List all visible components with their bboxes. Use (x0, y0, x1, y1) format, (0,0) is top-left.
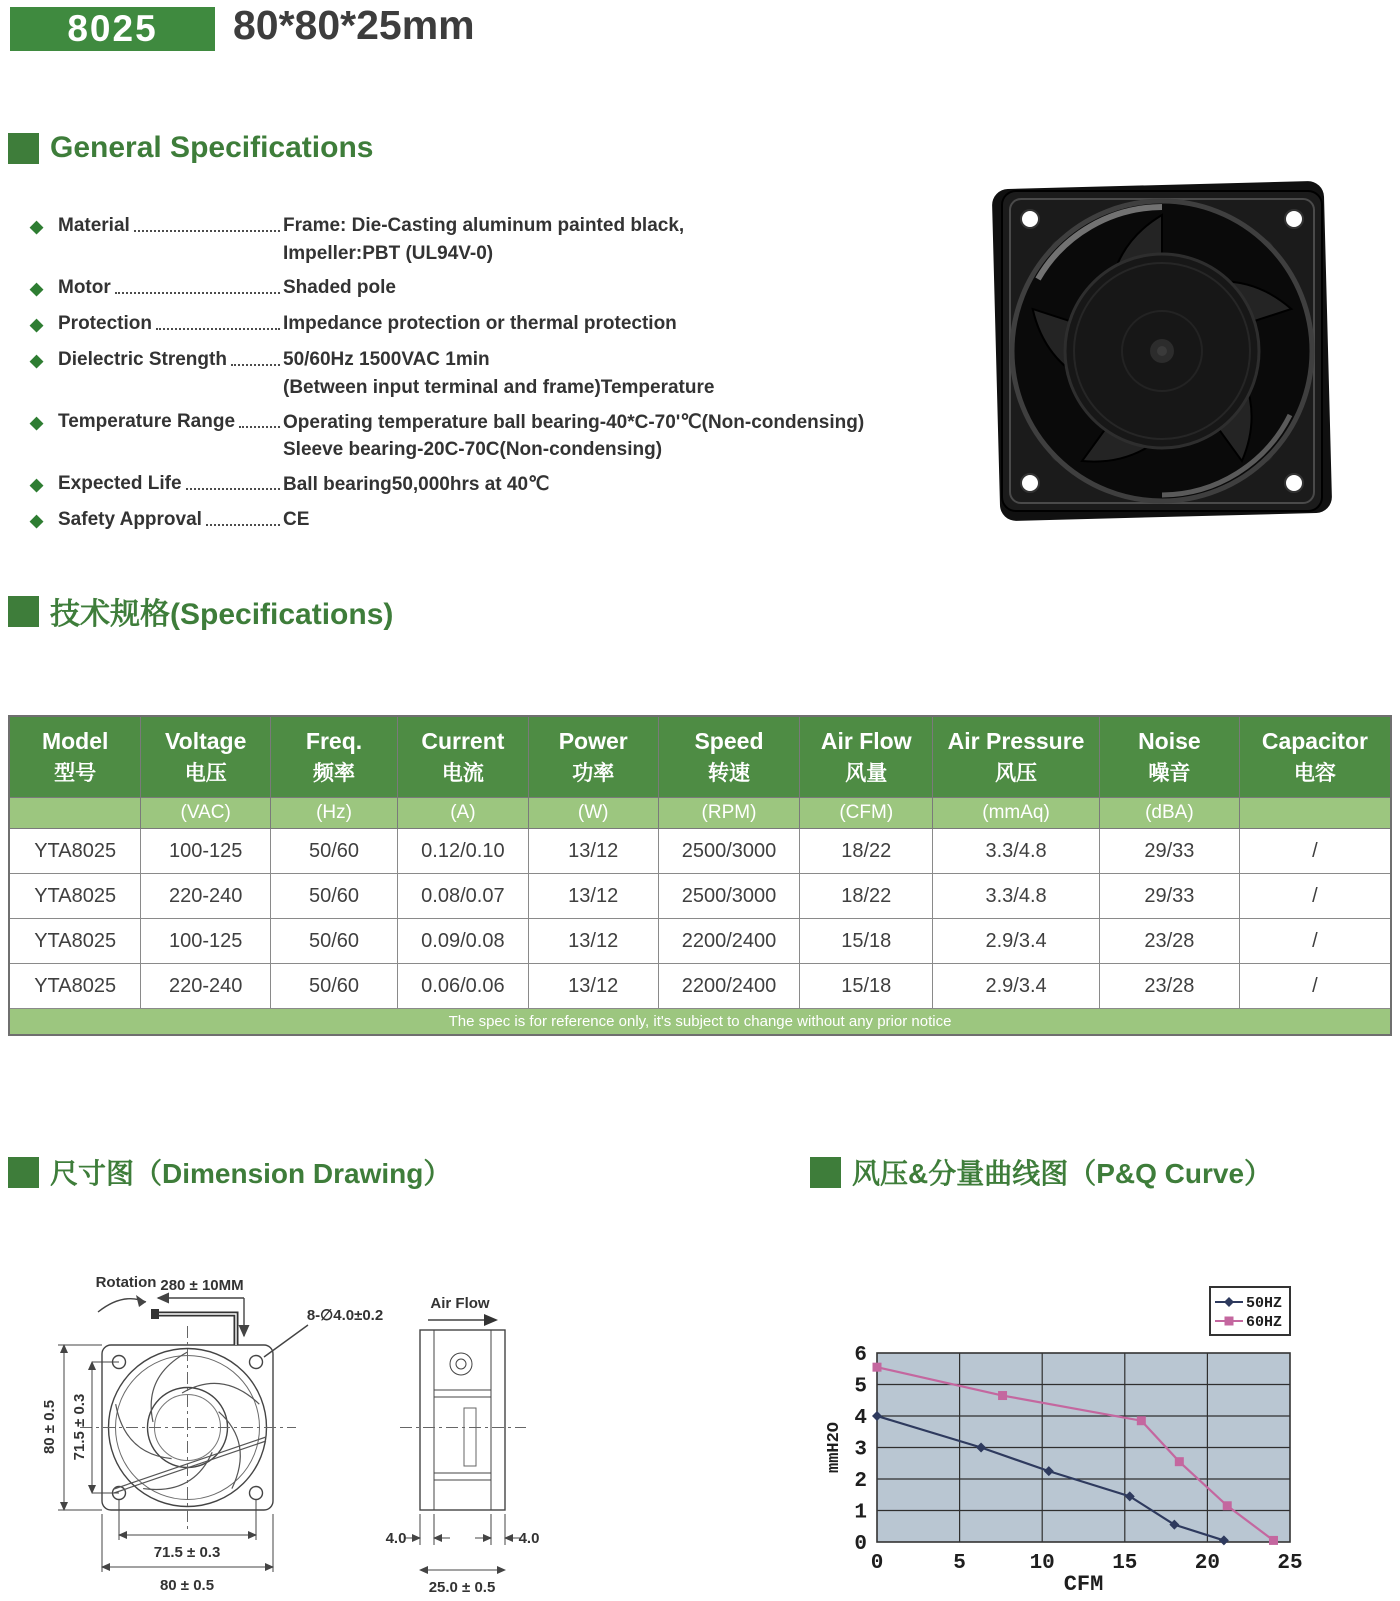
table-row (9, 829, 1391, 874)
spec-label: Motor (58, 277, 111, 298)
table-cell: 3.3/4.8 (933, 874, 1100, 919)
table-header-cell: Speed 转速 (658, 716, 800, 798)
x-tick-label: 0 (870, 1552, 884, 1575)
spec-label: Material (58, 215, 130, 236)
spec-item (30, 277, 980, 301)
diamond-bullet-icon (30, 215, 58, 239)
table-note: The spec is for reference only, it's subject to change without any prior notice (9, 1009, 1391, 1036)
data-point-square (873, 1363, 882, 1372)
x-axis-label: CFM (1063, 1572, 1104, 1597)
fan-impeller (1012, 201, 1312, 501)
table-cell: 220-240 (141, 964, 271, 1009)
data-point-square (998, 1391, 1007, 1400)
spec-value: CE (283, 509, 310, 530)
side-right-dim: 4.0 (518, 1530, 540, 1547)
table-cell: 0.12/0.10 (397, 829, 528, 874)
side-total-dim: 25.0 ± 0.5 (428, 1579, 496, 1596)
table-cell: 23/28 (1099, 919, 1239, 964)
rotation-label: Rotation (95, 1274, 157, 1291)
table-note-row (9, 1009, 1391, 1036)
table-cell: 50/60 (271, 919, 398, 964)
table-row (9, 874, 1391, 919)
table-cell: / (1239, 964, 1391, 1009)
specifications-table (8, 715, 1392, 1036)
diamond-bullet-icon (30, 509, 58, 533)
legend-label: 50HZ (1246, 1295, 1283, 1312)
table-cell: YTA8025 (9, 874, 141, 919)
table-header-cell: Power 功率 (528, 716, 658, 798)
spec-item (30, 215, 980, 239)
x-tick-label: 25 (1277, 1552, 1303, 1575)
table-header-cell: Capacitor 电容 (1239, 716, 1391, 798)
dotted-leader (231, 349, 280, 366)
legend-label: 60HZ (1246, 1314, 1283, 1331)
y-tick-label: 3 (854, 1438, 867, 1462)
table-cell: 50/60 (271, 964, 398, 1009)
table-header-cell: Current 电流 (397, 716, 528, 798)
spec-section-title: 技术规格(Specifications) (50, 598, 394, 631)
airflow-label: Air Flow (430, 1295, 490, 1312)
dotted-leader (156, 313, 280, 330)
table-unit-cell: (RPM) (658, 798, 800, 829)
table-unit-cell: (A) (397, 798, 528, 829)
side-left-dim: 4.0 (385, 1530, 407, 1547)
general-specs-title: General Specifications (50, 131, 374, 164)
table-cell: 0.09/0.08 (397, 919, 528, 964)
spec-item (30, 473, 980, 497)
table-cell: 13/12 (528, 829, 658, 874)
diamond-bullet-icon (30, 349, 58, 373)
table-header-cell: Air Flow 风量 (800, 716, 933, 798)
spec-value: 50/60Hz 1500VAC 1min (283, 349, 490, 370)
table-unit-cell: (VAC) (141, 798, 271, 829)
general-specs-heading (8, 131, 373, 165)
y-tick-label: 2 (854, 1470, 867, 1493)
y-axis-label: mmH2O (825, 1421, 844, 1474)
green-square-icon (8, 596, 39, 627)
table-unit-cell: (dBA) (1099, 798, 1239, 829)
spec-item (30, 411, 980, 435)
bottom-inner-dim: 71.5 ± 0.3 (153, 1544, 221, 1561)
spec-value: Shaded pole (283, 277, 396, 298)
table-cell: 50/60 (271, 829, 398, 874)
table-cell: 2.9/3.4 (933, 919, 1100, 964)
dimension-drawing (40, 1240, 620, 1601)
table-cell: YTA8025 (9, 829, 141, 874)
x-tick-label: 20 (1194, 1552, 1221, 1575)
curve-section-heading (810, 1152, 1272, 1192)
table-header-cell: Noise 噪音 (1099, 716, 1239, 798)
table-row (9, 964, 1391, 1009)
x-tick-label: 10 (1029, 1552, 1055, 1575)
diamond-bullet-icon (30, 411, 58, 435)
dimension-section-heading (8, 1152, 451, 1192)
table-cell: 3.3/4.8 (933, 829, 1100, 874)
y-tick-label: 5 (854, 1375, 867, 1399)
table-cell: YTA8025 (9, 919, 141, 964)
spec-value: Impedance protection or thermal protection (283, 313, 677, 334)
table-cell: 15/18 (800, 919, 933, 964)
curve-section-title: 风压&分量曲线图（P&Q Curve） (852, 1158, 1273, 1189)
table-cell: 23/28 (1099, 964, 1239, 1009)
table-cell: 2500/3000 (658, 829, 800, 874)
table-unit-cell (9, 798, 141, 829)
table-cell: / (1239, 874, 1391, 919)
spec-label: Safety Approval (58, 509, 202, 530)
table-header-cell: Model 型号 (9, 716, 141, 798)
table-cell: 0.08/0.07 (397, 874, 528, 919)
y-tick-label: 6 (854, 1344, 867, 1367)
table-cell: 100-125 (141, 829, 271, 874)
data-point-square (1223, 1501, 1232, 1510)
diamond-bullet-icon (30, 473, 58, 497)
table-cell: 2500/3000 (658, 874, 800, 919)
table-unit-cell: (CFM) (800, 798, 933, 829)
bottom-outer-dim: 80 ± 0.5 (159, 1577, 215, 1594)
table-cell: 13/12 (528, 874, 658, 919)
spec-label: Dielectric Strength (58, 349, 227, 370)
x-tick-label: 15 (1112, 1552, 1138, 1575)
y-tick-label: 1 (854, 1501, 867, 1525)
x-tick-label: 5 (953, 1552, 966, 1575)
green-square-icon (810, 1157, 841, 1188)
table-cell: 13/12 (528, 964, 658, 1009)
table-cell: 2200/2400 (658, 964, 800, 1009)
table-cell: / (1239, 829, 1391, 874)
table-cell: 2.9/3.4 (933, 964, 1100, 1009)
table-cell: 18/22 (800, 829, 933, 874)
spec-value-continued: (Between input terminal and frame)Temperature (283, 377, 715, 398)
table-units-row (9, 798, 1391, 829)
table-header-row (9, 716, 1391, 798)
dotted-leader (239, 411, 280, 428)
table-header-cell: Voltage 电压 (141, 716, 271, 798)
dotted-leader (115, 277, 280, 294)
spec-item (30, 313, 980, 337)
holes-dim: 8-∅4.0±0.2 (306, 1307, 384, 1324)
dimension-section-title: 尺寸图（Dimension Drawing） (50, 1158, 452, 1189)
spec-label: Protection (58, 313, 152, 334)
data-point-square (1269, 1536, 1278, 1545)
spec-value-continued: Impeller:PBT (UL94V-0) (283, 243, 494, 264)
table-cell: 29/33 (1099, 829, 1239, 874)
model-badge: 8025 (10, 7, 215, 51)
pq-curve-chart (820, 1240, 1400, 1601)
green-square-icon (8, 1157, 39, 1188)
front-view (58, 1295, 308, 1572)
spec-value-continued: Sleeve bearing-20C-70C(Non-condensing) (283, 439, 663, 460)
table-cell: 50/60 (271, 874, 398, 919)
table-cell: / (1239, 919, 1391, 964)
side-view (400, 1314, 526, 1570)
spec-table (8, 715, 1392, 1036)
table-cell: 18/22 (800, 874, 933, 919)
general-specs-list (0, 203, 980, 533)
table-cell: 100-125 (141, 919, 271, 964)
spec-label: Expected Life (58, 473, 182, 494)
table-unit-cell: (W) (528, 798, 658, 829)
table-unit-cell (1239, 798, 1391, 829)
size-title: 80*80*25mm (233, 2, 475, 48)
table-unit-cell: (Hz) (271, 798, 398, 829)
table-cell: 13/12 (528, 919, 658, 964)
fan-product-photo (978, 163, 1350, 545)
dotted-leader (186, 473, 280, 490)
diamond-bullet-icon (30, 277, 58, 301)
data-point-square (1137, 1416, 1146, 1425)
spec-label: Temperature Range (58, 411, 236, 432)
spec-value: Frame: Die-Casting aluminum painted black, (283, 215, 685, 236)
y-tick-label: 0 (854, 1533, 867, 1556)
table-cell: YTA8025 (9, 964, 141, 1009)
dotted-leader (206, 509, 280, 526)
table-cell: 2200/2400 (658, 919, 800, 964)
table-cell: 15/18 (800, 964, 933, 1009)
table-row (9, 919, 1391, 964)
table-unit-cell: (mmAq) (933, 798, 1100, 829)
table-cell: 29/33 (1099, 874, 1239, 919)
data-point-square (1175, 1457, 1184, 1466)
table-cell: 0.06/0.06 (397, 964, 528, 1009)
dotted-leader (134, 215, 280, 232)
spec-value: Ball bearing50,000hrs at 40℃ (283, 474, 550, 495)
spec-item (30, 509, 980, 533)
data-point-square (1225, 1317, 1234, 1326)
green-square-icon (8, 133, 39, 164)
spec-item (30, 349, 980, 373)
left-outer-dim: 80 ± 0.5 (41, 1399, 58, 1455)
y-tick-label: 4 (854, 1407, 867, 1430)
wire-length-dim: 280 ± 10MM (160, 1277, 244, 1294)
left-inner-dim: 71.5 ± 0.3 (71, 1393, 88, 1461)
table-header-cell: Air Pressure 风压 (933, 716, 1100, 798)
spec-section-heading (8, 589, 393, 633)
table-header-cell: Freq. 频率 (271, 716, 398, 798)
diamond-bullet-icon (30, 313, 58, 337)
spec-value: Operating temperature ball bearing-40*C-70'℃(Non-condensing) (283, 412, 865, 433)
table-cell: 220-240 (141, 874, 271, 919)
